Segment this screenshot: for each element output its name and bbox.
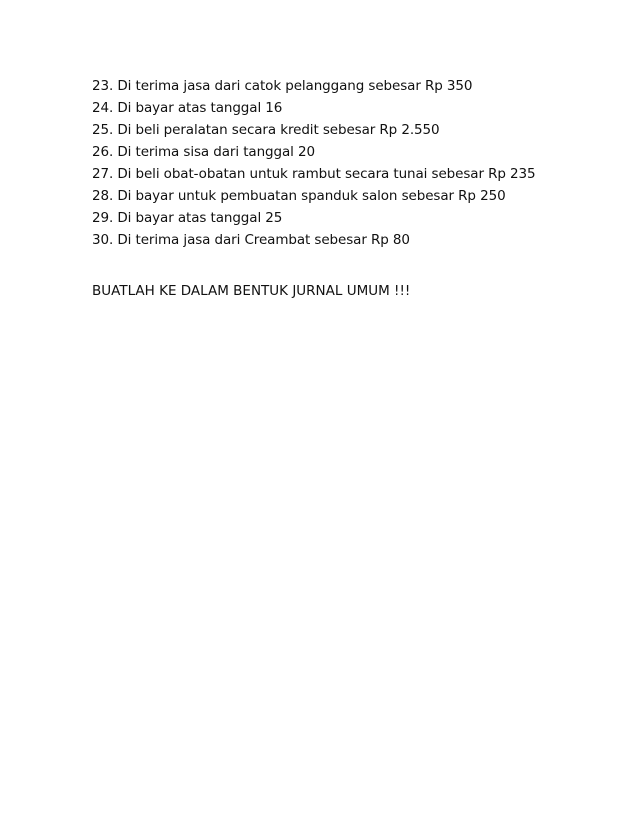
list-item: 28. Di bayar untuk pembuatan spanduk salon sebesar Rp 250 (92, 188, 506, 204)
list-item: 26. Di terima sisa dari tanggal 20 (92, 144, 315, 160)
list-item: 27. Di beli obat-obatan untuk rambut secara tunai sebesar Rp 235 (92, 166, 536, 182)
list-item: 29. Di bayar atas tanggal 25 (92, 210, 283, 226)
transaction-list (92, 75, 536, 251)
list-item: 23. Di terima jasa dari catok pelanggang sebesar Rp 350 (92, 78, 473, 94)
list-item: 30. Di terima jasa dari Creambat sebesar Rp 80 (92, 232, 410, 248)
list-item: 24. Di bayar atas tanggal 16 (92, 100, 283, 116)
list-item: 25. Di beli peralatan secara kredit sebesar Rp 2.550 (92, 122, 440, 138)
instruction-text: BUATLAH KE DALAM BENTUK JURNAL UMUM !!! (92, 283, 411, 299)
